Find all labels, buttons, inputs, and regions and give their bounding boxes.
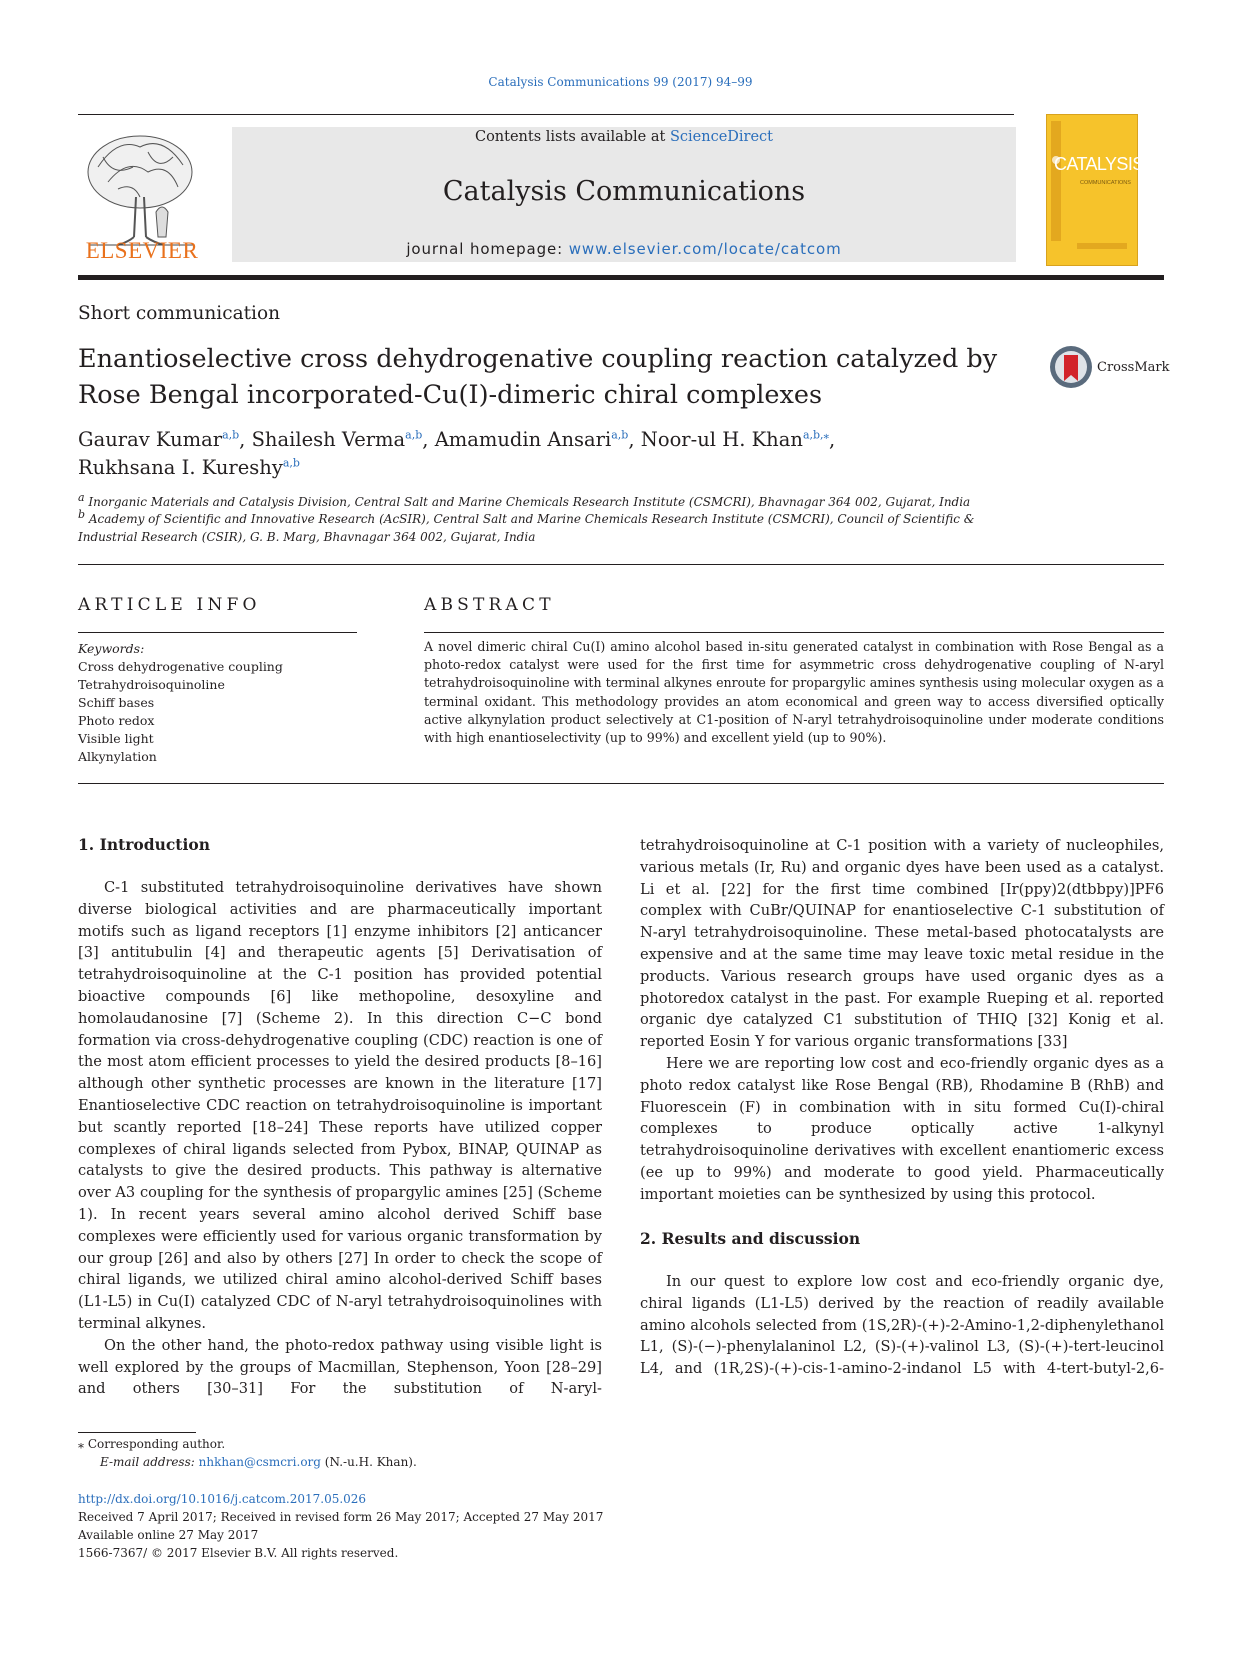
paragraph: In our quest to explore low cost and eco-friendly organic dye, chiral ligands (L1-L5) derived by the reaction of readily available amino alcohols selected from (1S,2R)-(+)-2-Amino-1,2-diphenylethanol L1, (S)-(−)-phenylalaninol L2, (S)-(+)-valinol L3, (S)-(+)-tert-leucinol L4, and (1R,2S)-(+)-cis-1-amino-2-indanol L5 with 4-tert-butyl-2,6- (640, 1273, 1164, 1378)
corresponding-author-note: ⁎ Corresponding author. (78, 1437, 226, 1451)
paragraph: Here we are reporting low cost and eco-friendly organic dyes as a photo redox catalyst like Rose Bengal (RB), Rhodamine B (RhB) and Fluorescein (F) in combination with in situ formed Cu(I)-chiral complexes to produce optically active 1-alkynyl tetrahydroisoquinoline derivatives with excellent enantiomeric excess (ee up to 99%) and moderate to good yield. Pharmaceutically important moieties can be synthesized by using this protocol. (640, 1054, 1164, 1203)
header-top-rule (78, 114, 1014, 115)
header-thick-rule (78, 275, 1164, 280)
abstract-text: A novel dimeric chiral Cu(I) amino alcohol based in-situ generated catalyst in combination with Rose Bengal as a photo-redox catalyst were used for the first time for asymmetric cross dehydrogenative coupling of N-aryl tetrahydroisoquinoline with terminal alkynes enroute for propargylic amines synthesis using molecular oxygen as a terminal oxidant. This methodology provides an atom economical and green way to access diversified optically active alkynylation product selectively at C1-position of N-aryl tetrahydroisoquinoline under moderate conditions with high enantioselectivity (up to 99%) and excellent yield (up to 90%). (424, 639, 1164, 746)
paragraph: On the other hand, the photo-redox pathway using visible light is well explored by the groups of Macmillan, Stephenson, Yoon [28–29] and others [30–31] For the substitution of N-aryl- (78, 1336, 602, 1398)
affiliation-a: $^a$ Inorganic Materials and Catalysis Division, Central Salt and Marine Chemicals Research Institute (CSMCRI), Bhavnagar 364 002, Gujarat, India (78, 491, 971, 509)
affiliation-rule (78, 564, 1164, 565)
journal-reference[interactable]: Catalysis Communications 99 (2017) 94–99 (488, 75, 753, 89)
keyword: Photo redox (78, 713, 155, 728)
journal-homepage (232, 240, 1016, 258)
results-heading: 2. Results and discussion (640, 1229, 861, 1248)
footnote-rule (78, 1432, 196, 1433)
introduction-left-column (78, 877, 602, 1400)
results-column (640, 1271, 1164, 1380)
keyword: Alkynylation (78, 749, 157, 764)
article-info-rule (78, 632, 357, 633)
keywords-list (78, 658, 283, 766)
affiliation-b: $^b$ Academy of Scientific and Innovative Research (AcSIR), Central Salt and Marine Chemicals Research Institute (CSMCRI), Council of Scientific & Industrial Research (CSIR), G. B. Marg, Bhavnagar 364 002, Gujarat, India (78, 508, 975, 544)
keyword: Cross dehydrogenative coupling (78, 659, 283, 674)
keywords-label: Keywords: (78, 641, 145, 656)
article-title: Enantioselective cross dehydrogenative coupling reaction catalyzed by Rose Bengal incorporated-Cu(I)-dimeric chiral complexes (78, 344, 998, 410)
sciencedirect-link[interactable]: ScienceDirect (669, 129, 774, 145)
author[interactable]: Rukhsana I. Kureshy$^{a,b}$ (78, 456, 300, 479)
keyword: Tetrahydroisoquinoline (78, 677, 225, 692)
homepage-link[interactable]: www.elsevier.com/locate/catcom (568, 240, 842, 258)
doi-link[interactable]: http://dx.doi.org/10.1016/j.catcom.2017.05.026 (78, 1492, 367, 1506)
crossmark-label[interactable]: CrossMark (1097, 360, 1170, 375)
paragraph: C-1 substituted tetrahydroisoquinoline derivatives have shown diverse biological activities and are pharmaceutically important motifs such as ligand receptors [1] enzyme inhibitors [2] anticancer [3] antitubulin [4] and therapeutic agents [5] Derivatisation of tetrahydroisoquinoline at the C-1 position has provided potential bioactive compounds [6] like methopoline, desoxyline and homolaudanosine [7] (Scheme 2). In this direction C−C bond formation via cross-dehydrogenative coupling (CDC) reaction is one of the most atom efficient processes to yield the desired products [8–16] although other synthetic processes are known in the literature [17] Enantioselective CDC reaction on tetrahydroisoquinoline is important but scantly reported [18–24] These reports have utilized copper complexes of chiral ligands selected from Pybox, BINAP, QUINAP as catalysts to give the desired products. This pathway is alternative over A3 coupling for the synthesis of propargylic amines [25] (Scheme 1). In recent years several amino alcohol derived Schiff base complexes were efficiently used for various organic transformation by our group [26] and also by others [27] In order to check the scope of chiral ligands, we utilized chiral amino alcohol-derived Schiff bases (L1-L5) in Cu(I) catalyzed CDC of N-aryl tetrahydroisoquinolines with terminal alkynes. (78, 879, 602, 1332)
homepage-prefix: journal homepage: (406, 240, 564, 258)
journal-header-box (232, 127, 1016, 262)
crossmark-icon[interactable] (1049, 345, 1093, 389)
author[interactable]: Gaurav Kumar$^{a,b}$ (78, 428, 240, 451)
paragraph: tetrahydroisoquinoline at C-1 position with a variety of nucleophiles, various metals (Ir, Ru) and organic dyes have been used as a catalyst. Li et al. [22] for the first time combined [Ir(ppy)2(dtbbpy)]PF6 complex with CuBr/QUINAP for enantioselective C-1 substitution of N-aryl tetrahydroisoquinoline. These metal-based photocatalysts are expensive and at the same time may leave toxic metal residue in the products. Various research groups have used organic dyes as a photoredox catalyst in the past. For example Rueping et al. reported organic dye catalyzed C1 substitution of THIQ [32] Konig et al. reported Eosin Y for various organic transformations [33] (640, 837, 1164, 1051)
contents-prefix: Contents lists available at (474, 129, 666, 145)
author[interactable]: Noor-ul H. Khan$^{a,b,⁎}$ (640, 428, 830, 451)
article-info-heading: ARTICLE INFO (78, 595, 261, 615)
email-link[interactable]: nhkhan@csmcri.org (198, 1455, 321, 1469)
copyright: 1566-7367/ © 2017 Elsevier B.V. All rights reserved. (78, 1546, 399, 1560)
cover-title: CATALYSIS (1054, 154, 1144, 174)
author[interactable]: Shailesh Verma$^{a,b}$ (251, 428, 423, 451)
email-line: E-mail address: nhkhan@csmcri.org (N.-u.H. Khan). (100, 1455, 417, 1469)
author[interactable]: Amamudin Ansari$^{a,b}$ (434, 428, 629, 451)
abstract-bottom-rule (78, 783, 1164, 784)
author-list: Gaurav Kumar$^{a,b}$, Shailesh Verma$^{a,b}$, Amamudin Ansari$^{a,b}$, Noor-ul H. Khan$^{a,b,⁎}$, Rukhsana I. Kureshy$^{a,b}$ (78, 428, 836, 479)
elsevier-wordmark: ELSEVIER (85, 238, 199, 263)
keyword: Visible light (78, 731, 154, 746)
cover-subtitle: COMMUNICATIONS (1080, 180, 1131, 186)
cover-artwork-icon (1047, 115, 1137, 265)
abstract-heading: ABSTRACT (424, 595, 555, 615)
received-dates: Received 7 April 2017; Received in revised form 26 May 2017; Accepted 27 May 2017 (78, 1510, 604, 1524)
journal-cover-image[interactable] (1046, 114, 1138, 266)
introduction-right-column (640, 835, 1164, 1206)
introduction-heading: 1. Introduction (78, 835, 210, 854)
publication-info (78, 1490, 603, 1562)
online-date: Available online 27 May 2017 (78, 1528, 259, 1542)
contents-line (232, 129, 1016, 145)
keyword: Schiff bases (78, 695, 155, 710)
article-type: Short communication (78, 303, 281, 324)
abstract-rule (424, 632, 1164, 633)
journal-title: Catalysis Communications (442, 176, 806, 207)
